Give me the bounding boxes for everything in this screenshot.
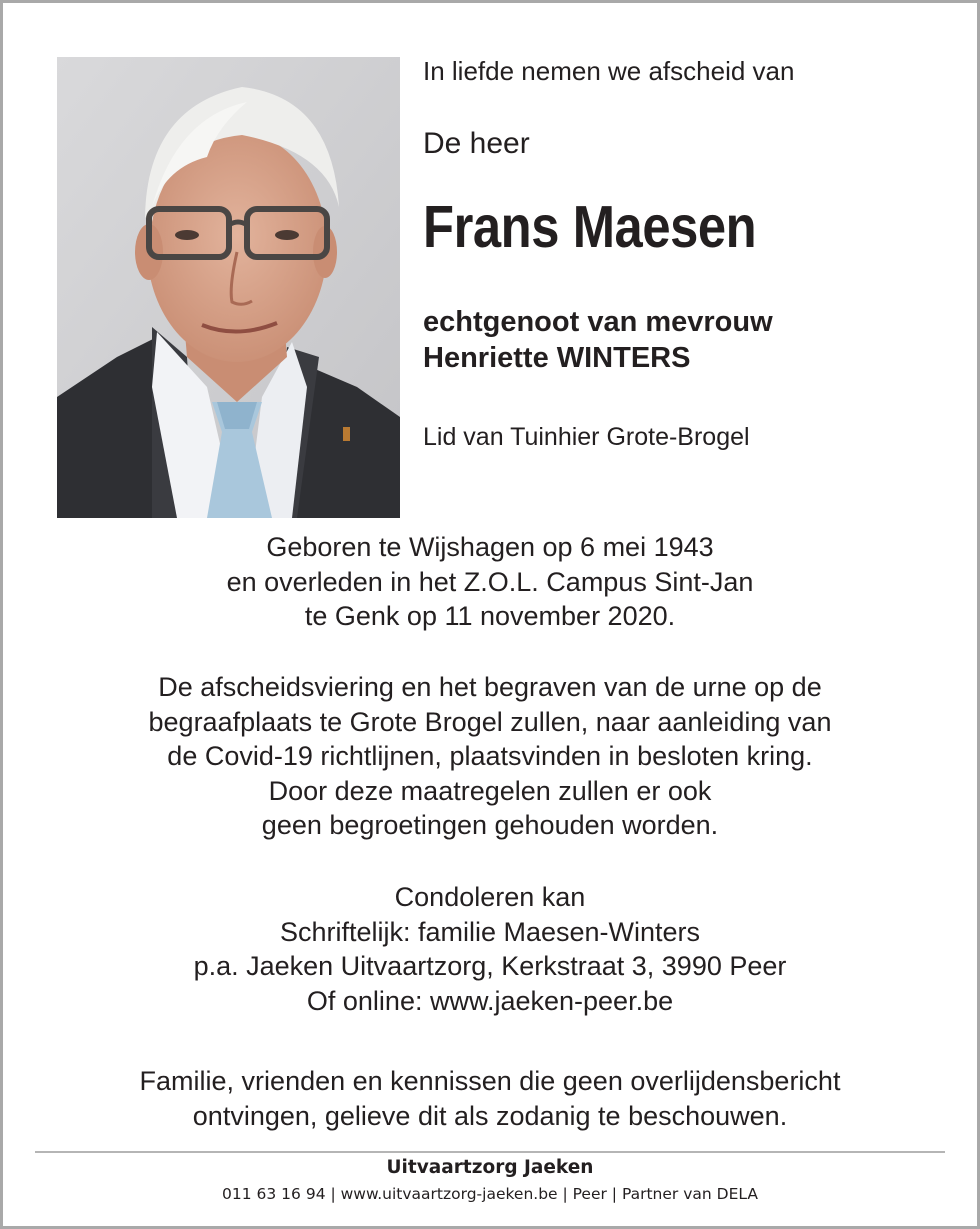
intro-text: In liefde nemen we afscheid van: [423, 56, 795, 86]
text-line: de Covid-19 richtlijnen, plaatsvinden in besloten kring.: [167, 741, 813, 771]
text-line: Schriftelijk: familie Maesen-Winters: [279, 916, 701, 947]
text-line: Condoleren kan: [394, 882, 586, 912]
text-line: geen begroetingen gehouden worden.: [261, 810, 719, 840]
text-line: ontvingen, gelieve dit als zodanig te beschouwen.: [192, 1100, 788, 1131]
funeral-company-info: 011 63 16 94 | www.uitvaartzorg-jaeken.be | Peer | Partner van DELA: [222, 1185, 758, 1203]
text-line: begraafplaats te Grote Brogel zullen, naar aanleiding van: [148, 706, 832, 737]
membership: Lid van Tuinhier Grote-Brogel: [423, 423, 750, 451]
birth-death-block: [0, 530, 980, 634]
text-line: p.a. Jaeken Uitvaartzorg, Kerkstraat 3, 3990 Peer: [193, 951, 787, 981]
text-line: en overleden in het Z.O.L. Campus Sint-Jan: [226, 566, 754, 597]
footer-divider: [35, 1151, 945, 1153]
condolences-block: [0, 880, 980, 1018]
honorific: De heer: [423, 127, 530, 160]
text-line: Familie, vrienden en kennissen die geen overlijdensbericht: [139, 1066, 841, 1096]
deceased-name: Frans Maesen: [423, 194, 757, 260]
ceremony-block: [0, 670, 980, 843]
text-line: Door deze maatregelen zullen er ook: [268, 775, 712, 806]
text-line: te Genk op 11 november 2020.: [304, 601, 676, 631]
spouse-line-2: Henriette WINTERS: [423, 342, 691, 374]
spouse-info: [423, 304, 773, 376]
portrait-photo: [57, 57, 400, 518]
spouse-line-1: echtgenoot van mevrouw: [423, 306, 773, 338]
text-line: Geboren te Wijshagen op 6 mei 1943: [266, 532, 714, 562]
funeral-company-name: Uitvaartzorg Jaeken: [386, 1157, 594, 1178]
closing-block: [0, 1064, 980, 1133]
text-line: De afscheidsviering en het begraven van de urne op de: [158, 672, 822, 702]
text-line: Of online: www.jaeken-peer.be: [306, 985, 674, 1016]
